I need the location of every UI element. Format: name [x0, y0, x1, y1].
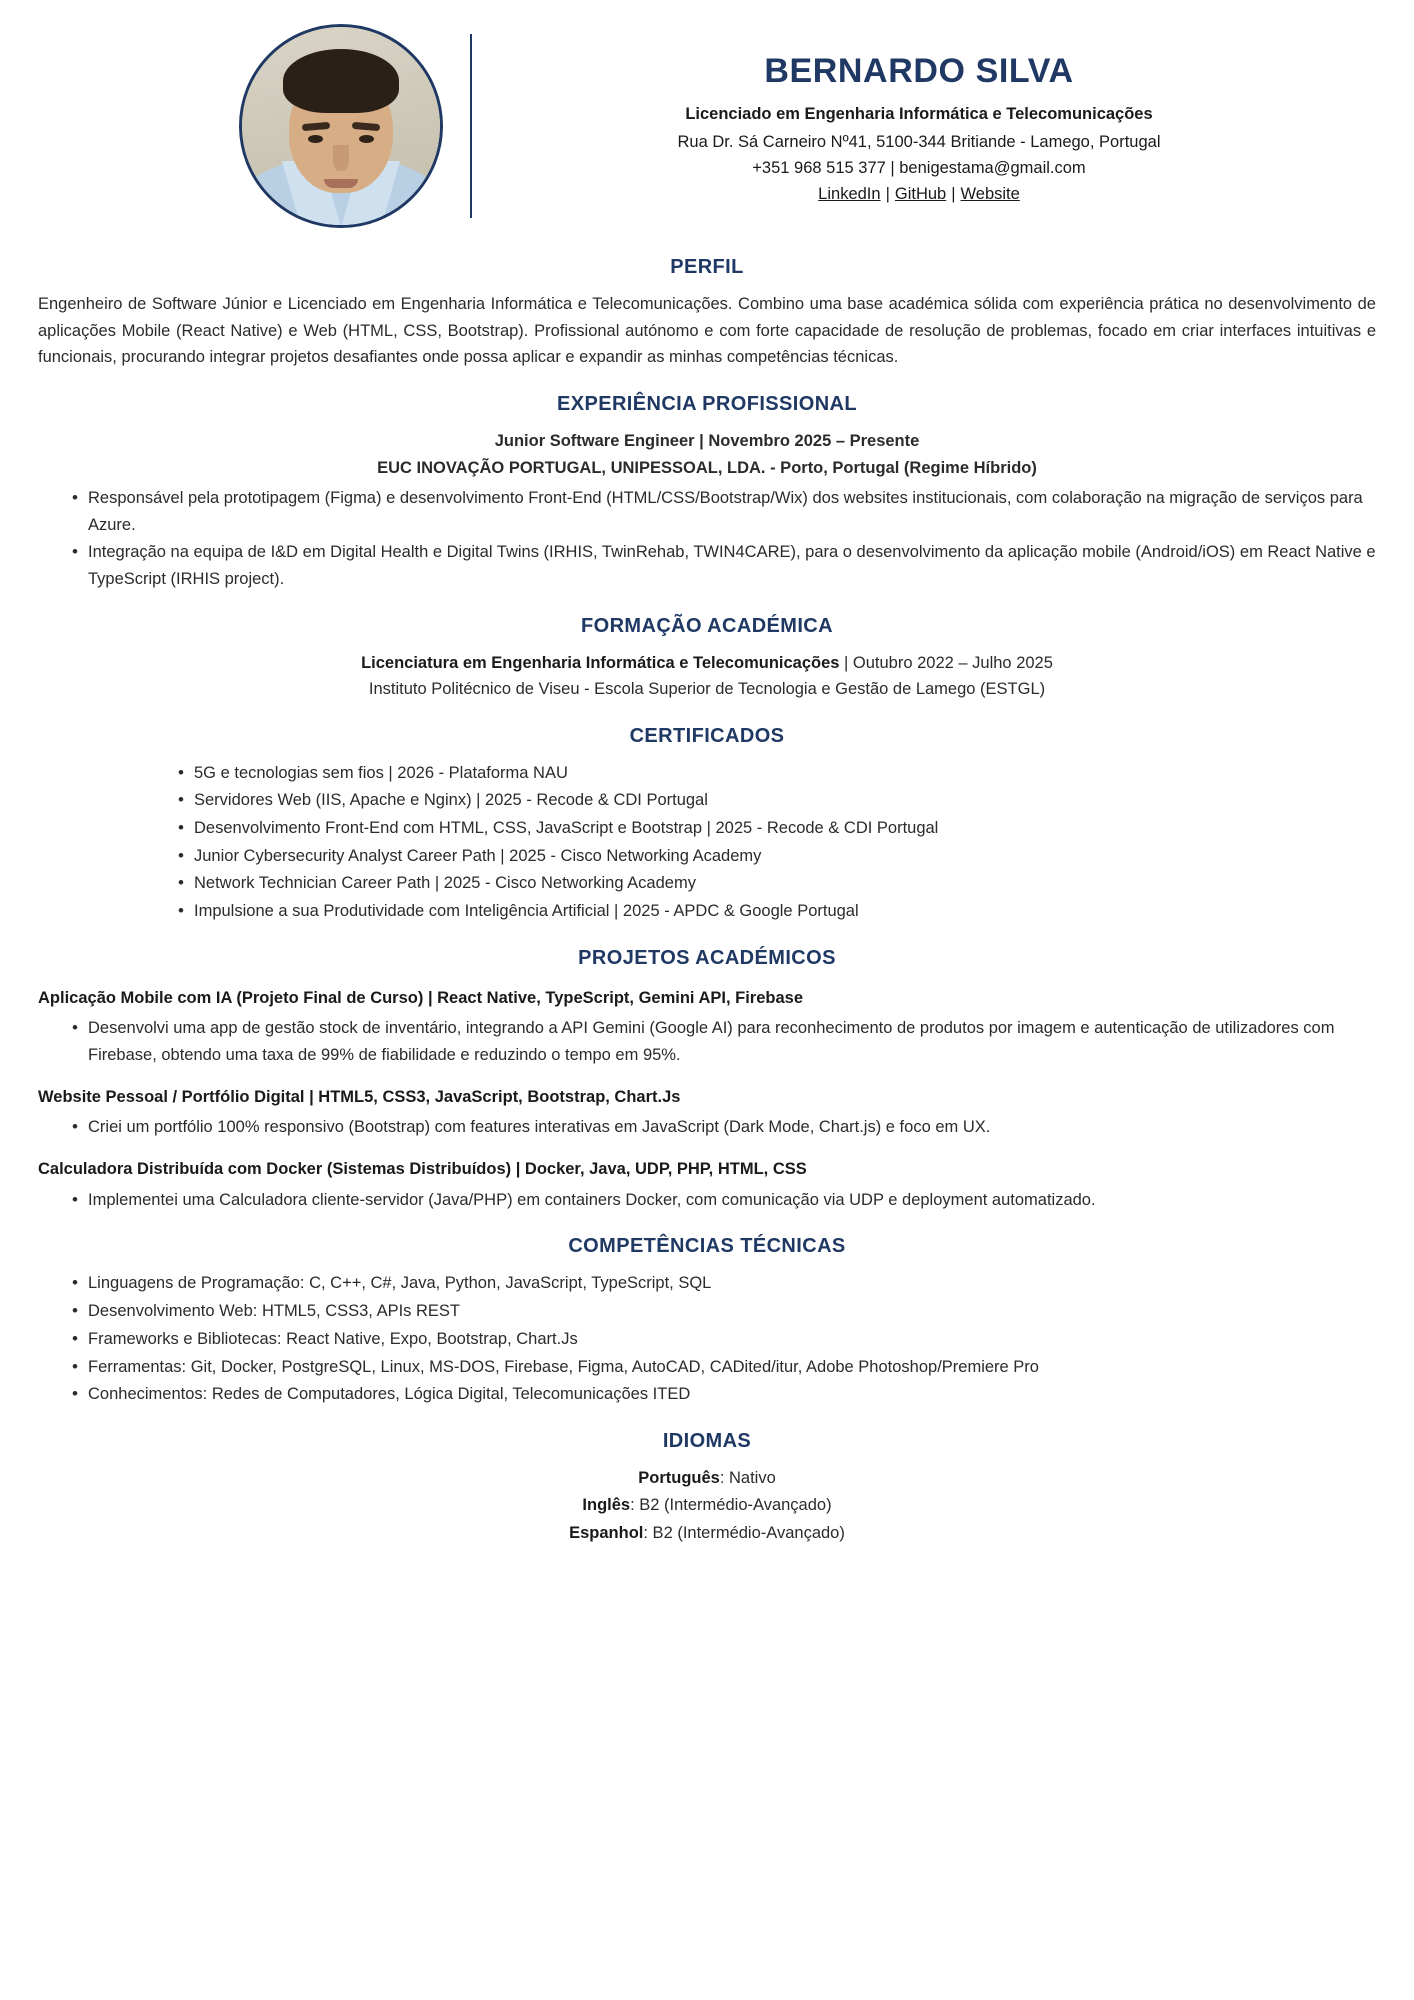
certificates-list [38, 760, 1376, 925]
list-item: • Linguagens de Programação: C, C++, C#, Java, Python, JavaScript, TypeScript, SQL [72, 1270, 1376, 1297]
section-title-idiomas: IDIOMAS [662, 1430, 752, 1453]
section-title-formacao: FORMAÇÃO ACADÉMICA [581, 614, 833, 637]
experience-bullet-list [38, 485, 1376, 593]
language-item [38, 1520, 1376, 1547]
project-heading: Aplicação Mobile com IA (Projeto Final de Curso) | React Native, TypeScript, Gemini API, Firebase [38, 988, 804, 1007]
experience-company: EUC INOVAÇÃO PORTUGAL, UNIPESSOAL, LDA. - Porto, Portugal (Regime Híbrido) [377, 458, 1037, 477]
project-bullet-list [38, 1187, 1376, 1214]
list-item: • Impulsione a sua Produtividade com Inteligência Artificial | 2025 - APDC & Google Portugal [178, 898, 1376, 925]
language-name: Português [638, 1469, 720, 1488]
project-heading: Calculadora Distribuída com Docker (Sistemas Distribuídos) | Docker, Java, UDP, PHP, HTML, CSS [38, 1160, 807, 1179]
project-bullet-list [38, 1015, 1376, 1068]
avatar [239, 24, 443, 228]
header-contact: +351 968 515 377 | benigestama@gmail.com [752, 159, 1086, 177]
list-item: • Ferramentas: Git, Docker, PostgreSQL, Linux, MS-DOS, Firebase, Figma, AutoCAD, CADited/itur, Adobe Photoshop/Premiere Pro [72, 1354, 1376, 1381]
header-subtitle: Licenciado em Engenharia Informática e Telecomunicações [685, 105, 1153, 123]
resume-header [38, 10, 1376, 234]
section-title-certificados: CERTIFICADOS [629, 724, 785, 747]
project-item [38, 1085, 1376, 1141]
list-item: • Frameworks e Bibliotecas: React Native, Expo, Bootstrap, Chart.Js [72, 1326, 1376, 1353]
list-item: • Junior Cybersecurity Analyst Career Path | 2025 - Cisco Networking Academy [178, 843, 1376, 870]
language-level: : Nativo [719, 1469, 776, 1488]
header-links [472, 185, 1366, 204]
header-address: Rua Dr. Sá Carneiro Nº41, 5100-344 Britiande - Lamego, Portugal [677, 133, 1161, 151]
education-institution: Instituto Politécnico de Viseu - Escola Superior de Tecnologia e Gestão de Lamego (ESTGL) [368, 680, 1046, 699]
page-title: BERNARDO SILVA [764, 52, 1074, 90]
language-item [38, 1492, 1376, 1519]
language-level: : B2 (Intermédio-Avançado) [630, 1496, 832, 1515]
education-degree-dates: | Outubro 2022 – Julho 2025 [839, 653, 1053, 672]
link-separator-2: | [951, 185, 956, 203]
section-title-experiencia: EXPERIÊNCIA PROFISSIONAL [556, 393, 857, 416]
github-link[interactable]: GitHub [894, 185, 947, 203]
language-name: Espanhol [569, 1523, 644, 1542]
list-item: • 5G e tecnologias sem fios | 2026 - Plataforma NAU [178, 760, 1376, 787]
header-text-block [472, 48, 1376, 204]
list-item: • Desenvolvi uma app de gestão stock de inventário, integrando a API Gemini (Google AI) para reconhecimento de produtos por imagem e autenticação de utilizadores com Firebase, obtendo uma taxa de 99% de fiabilidade e reduzindo o tempo em 95%. [72, 1015, 1376, 1068]
list-item: • Integração na equipa de I&D em Digital Health e Digital Twins (IRHIS, TwinRehab, TWIN4CARE), para o desenvolvimento da aplicação mobile (Android/iOS) em React Native e TypeScript (IRHIS project). [72, 539, 1376, 592]
language-item [38, 1465, 1376, 1492]
list-item: • Implementei uma Calculadora cliente-servidor (Java/PHP) em containers Docker, com comunicação via UDP e deployment automatizado. [72, 1187, 1376, 1214]
language-level: : B2 (Intermédio-Avançado) [643, 1523, 845, 1542]
perfil-text: Engenheiro de Software Júnior e Licenciado em Engenharia Informática e Telecomunicações. Combino uma base académica sólida com experiência prática no desenvolvimento de aplicações Mobile (React Native) e Web (HTML, CSS, Bootstrap). Profissional autónomo e com forte capacidade de resolução de problemas, focado em criar interfaces intuitivas e funcionais, procurando integrar projetos desafiantes onde possa aplicar e expandir as minhas competências técnicas. [38, 295, 1376, 367]
link-separator-1: | [885, 185, 890, 203]
list-item: • Network Technician Career Path | 2025 - Cisco Networking Academy [178, 870, 1376, 897]
list-item: • Conhecimentos: Redes de Computadores, Lógica Digital, Telecomunicações ITED [72, 1381, 1376, 1408]
section-title-perfil: PERFIL [670, 256, 744, 278]
section-title-competencias: COMPETÊNCIAS TÉCNICAS [568, 1235, 846, 1258]
section-title-projetos: PROJETOS ACADÉMICOS [578, 946, 836, 969]
list-item: • Desenvolvimento Web: HTML5, CSS3, APIs REST [72, 1298, 1376, 1325]
experience-role: Junior Software Engineer | Novembro 2025 – Presente [494, 432, 920, 451]
profile-photo-container [234, 24, 448, 228]
education-degree-name: Licenciatura em Engenharia Informática e Telecomunicações [361, 653, 840, 672]
linkedin-link[interactable]: LinkedIn [818, 185, 881, 203]
project-heading: Website Pessoal / Portfólio Digital | HTML5, CSS3, JavaScript, Bootstrap, Chart.Js [38, 1087, 681, 1106]
education-degree [38, 650, 1376, 676]
website-link[interactable]: Website [960, 185, 1020, 203]
project-bullet-list [38, 1114, 1376, 1141]
project-item [38, 986, 1376, 1069]
list-item: • Servidores Web (IIS, Apache e Nginx) | 2025 - Recode & CDI Portugal [178, 787, 1376, 814]
list-item: • Criei um portfólio 100% responsivo (Bootstrap) com features interativas em JavaScript (Dark Mode, Chart.js) e foco em UX. [72, 1114, 1376, 1141]
language-name: Inglês [582, 1496, 631, 1515]
project-item [38, 1157, 1376, 1213]
skills-list [38, 1270, 1376, 1408]
list-item: • Responsável pela prototipagem (Figma) e desenvolvimento Front-End (HTML/CSS/Bootstrap/Wix) dos websites institucionais, com colaboração na migração de serviços para Azure. [72, 485, 1376, 538]
list-item: • Desenvolvimento Front-End com HTML, CSS, JavaScript e Bootstrap | 2025 - Recode & CDI Portugal [178, 815, 1376, 842]
